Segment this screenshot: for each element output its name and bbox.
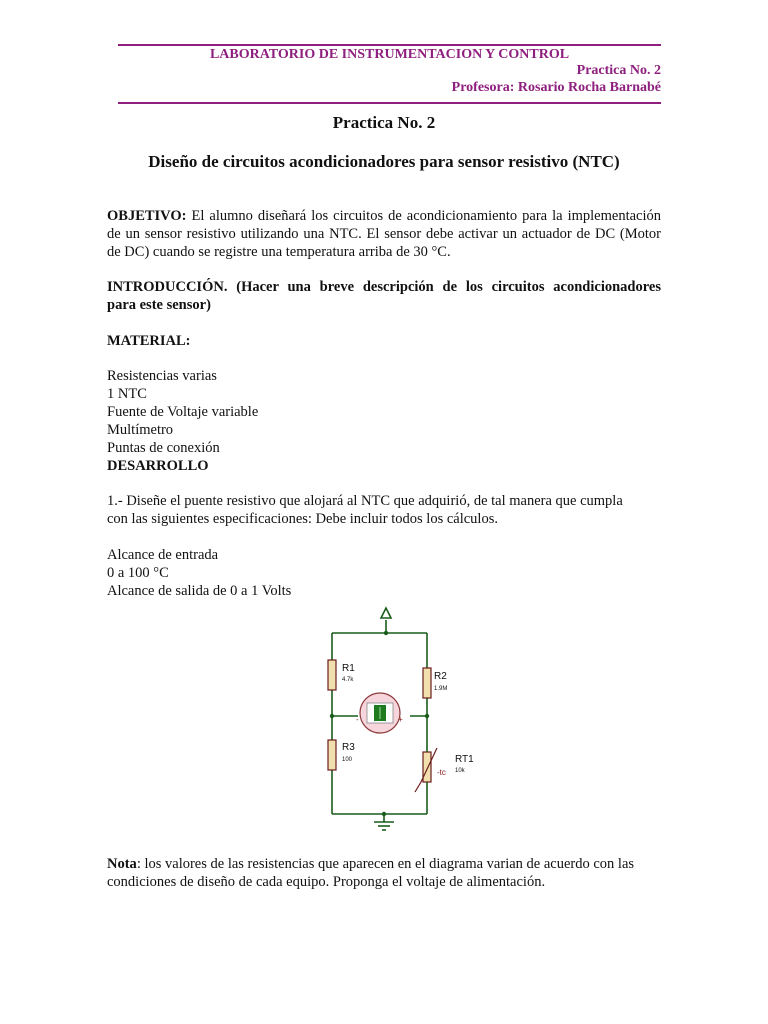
r2-value: 1.9M [434, 686, 448, 692]
r1-name: R1 [342, 663, 355, 674]
header-practice-number: Practica No. 2 [576, 63, 661, 78]
voltmeter-minus-terminal: - [356, 715, 359, 724]
spec-input-range-value: 0 a 100 °C [107, 565, 169, 581]
spec-input-range-label: Alcance de entrada [107, 547, 219, 563]
note-line-1: : los valores de las resistencias que aparecen en el diagrama varian de acuerdo con las [136, 856, 635, 872]
rt1-name: RT1 [455, 754, 474, 765]
note-label: Nota [107, 856, 137, 872]
note-paragraph [107, 855, 661, 891]
document-subtitle: Diseño de circuitos acondicionadores para sensor resistivo (NTC) [148, 152, 620, 171]
header-teacher: Profesora: Rosario Rocha Barnabé [451, 80, 661, 95]
voltmeter-icon [360, 693, 400, 733]
development-heading: DESARROLLO [107, 458, 209, 474]
r3-name: R3 [342, 742, 355, 753]
material-item: Resistencias varias [107, 368, 217, 384]
resistor-r2 [423, 668, 431, 698]
r2-name: R2 [434, 671, 447, 682]
document-title: Practica No. 2 [332, 113, 436, 132]
resistor-r3 [328, 740, 336, 770]
r3-value: 100 [342, 757, 353, 763]
introduction-line-2: para este sensor) [107, 297, 211, 313]
rt1-value: 10k [455, 768, 465, 774]
r1-value: 4.7k [342, 677, 354, 683]
thermistor-rt1 [415, 735, 437, 792]
objective-line-3: de DC) cuando se registre una temperatura arriba de 30 °C. [107, 244, 451, 260]
resistor-r1 [328, 660, 336, 690]
header-lab-title: LABORATORIO DE INSTRUMENTACION Y CONTROL [209, 47, 570, 62]
material-heading: MATERIAL: [107, 333, 191, 349]
introduction-line-1: INTRODUCCIÓN. (Hacer una breve descripción de los circuitos acondicionadores [107, 279, 661, 295]
objective-line-2: de un sensor resistivo utilizando una NTC. El sensor debe activar un actuador de DC (Motor [107, 226, 661, 242]
step-1-line-2: con las siguientes especificaciones: Debe incluir todos los cálculos. [107, 511, 498, 527]
spec-output-range: Alcance de salida de 0 a 1 Volts [107, 583, 292, 599]
objective-line-1: El alumno diseñará los circuitos de acondicionamiento para la implementación [186, 208, 661, 224]
material-item: Fuente de Voltaje variable [107, 404, 259, 420]
note-line-2: condiciones de diseño de cada equipo. Proponga el voltaje de alimentación. [107, 874, 546, 890]
power-terminal-icon [381, 608, 391, 618]
objective-label: OBJETIVO: [107, 208, 187, 224]
ground-icon [374, 822, 394, 830]
ntc-label: -tc [437, 768, 446, 777]
material-item: Puntas de conexión [107, 440, 220, 456]
material-item: 1 NTC [107, 386, 147, 402]
material-item: Multímetro [107, 422, 174, 438]
voltmeter-plus-terminal: + [398, 715, 403, 724]
step-1-line-1: 1.- Diseñe el puente resistivo que alojará al NTC que adquirió, de tal manera que cumpla [107, 493, 623, 509]
